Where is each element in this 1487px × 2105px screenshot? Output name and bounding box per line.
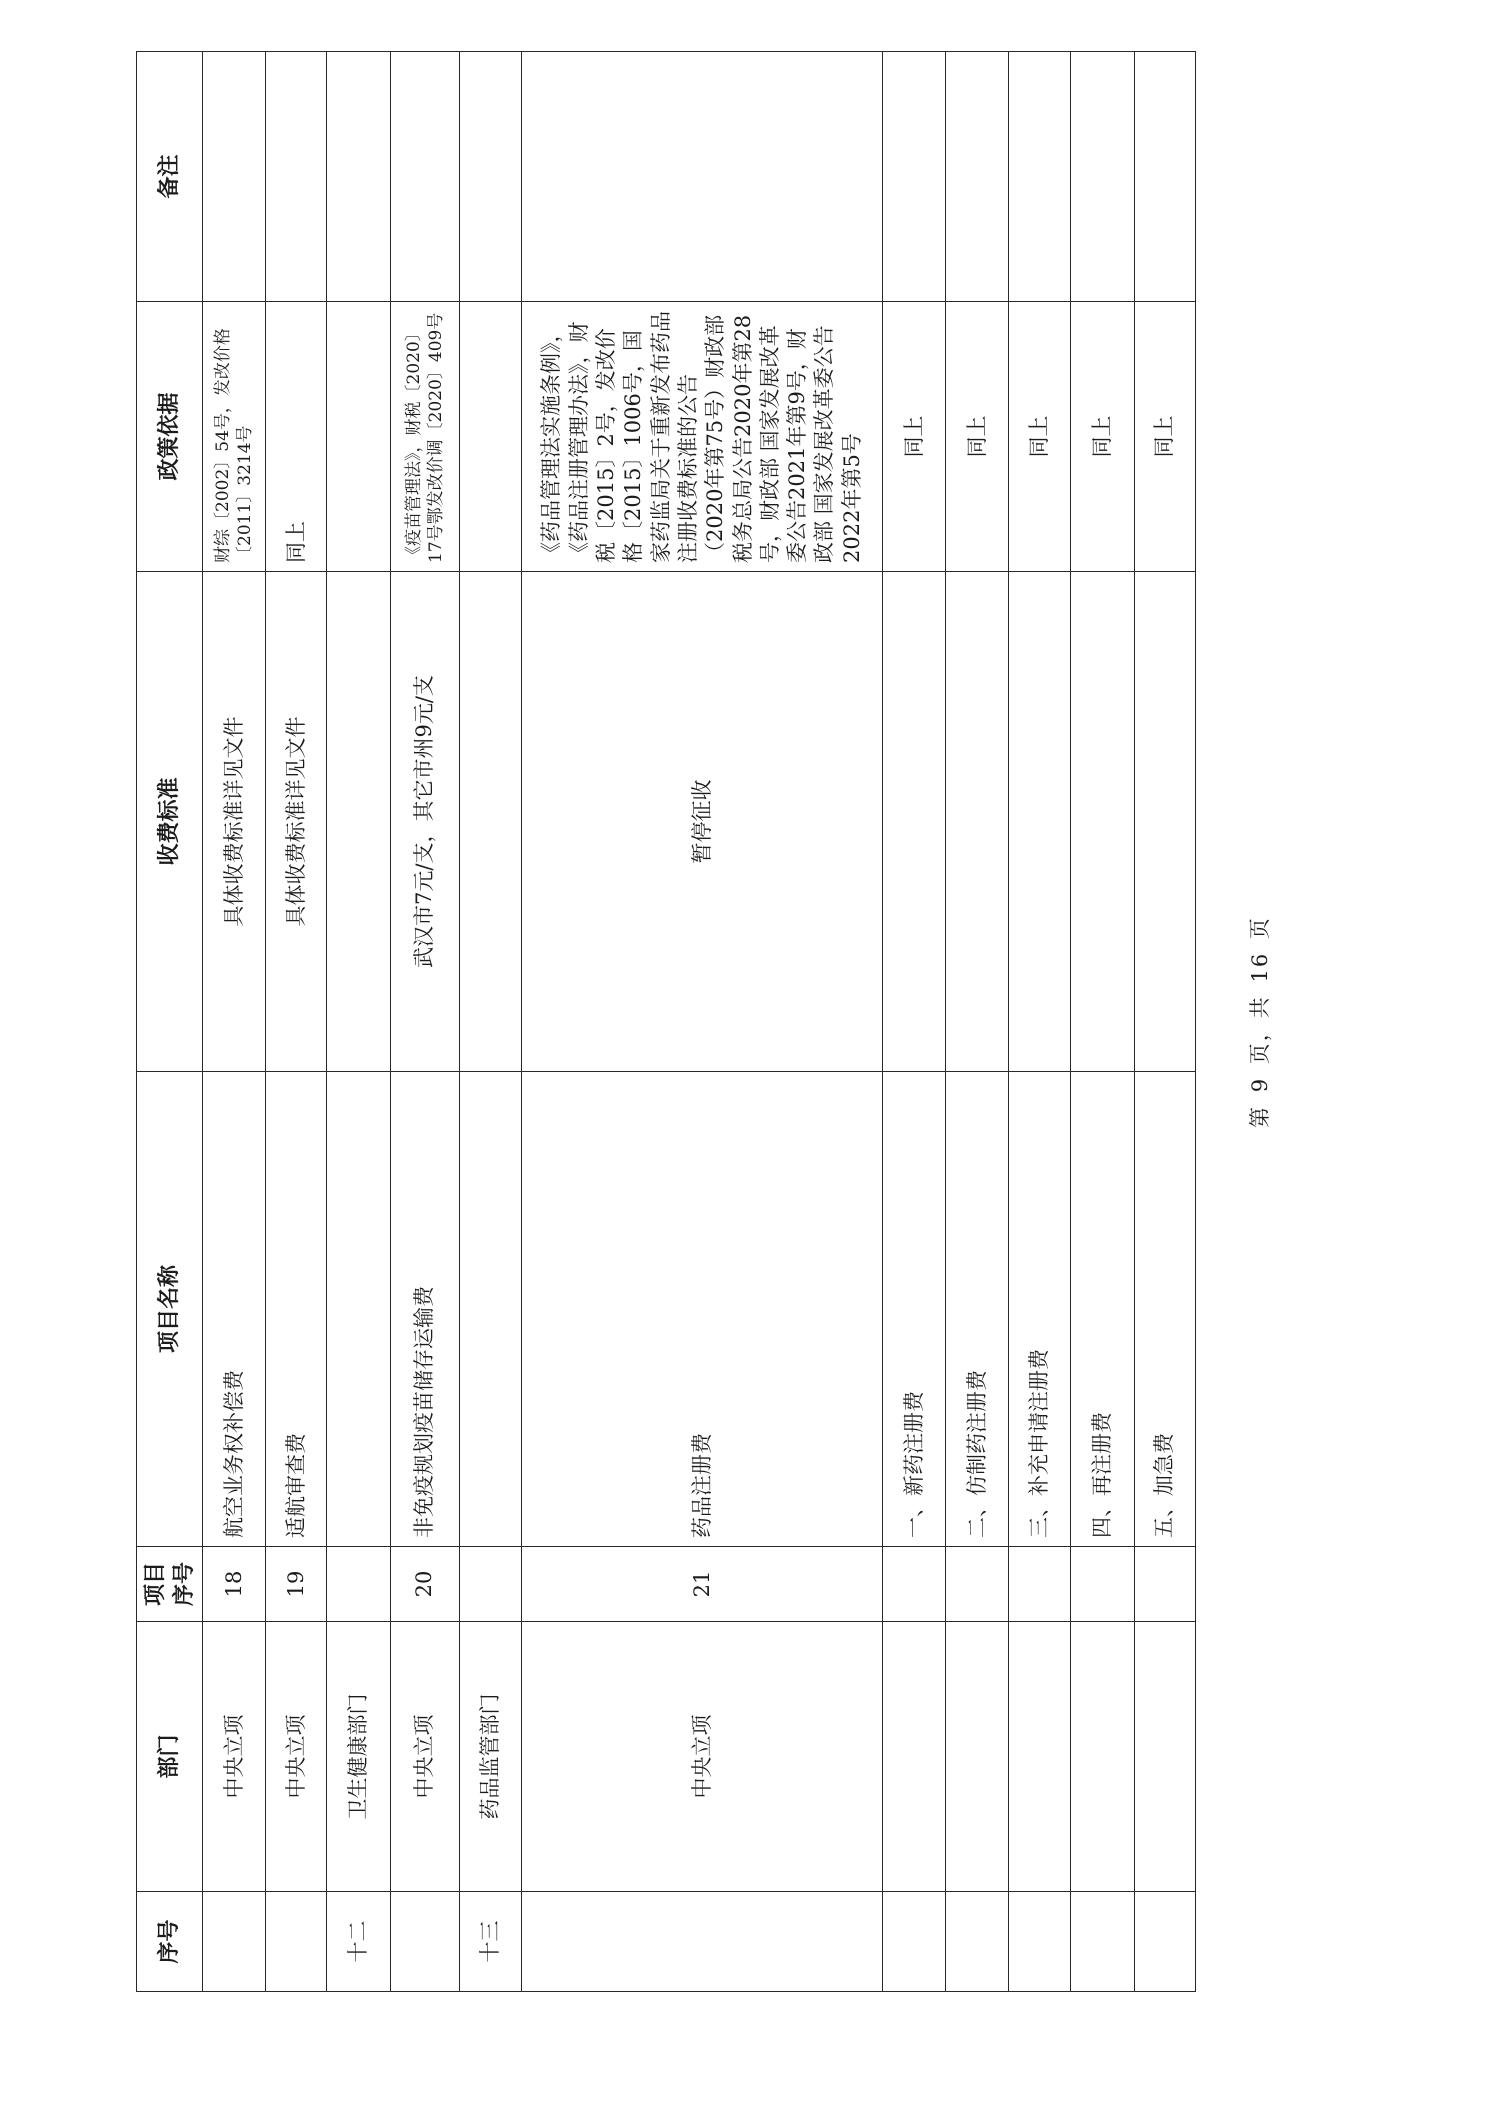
cell-item-name: 三、补充申请注册费 [1009, 1072, 1070, 1547]
cell-policy: 《药品管理法实施条例》，《药品注册管理办法》，财税〔2015〕2号，发改价格〔2015〕1006号，国家药监局关于重新发布药品注册收费标准的公告（2020年第75号）财政部税务总局公告2020年第28号，财政部 国家发展改革委公告2021年第9号，财政部 国家发展改革委公告2022年第5号 [522, 302, 883, 572]
cell-item-no: 20 [390, 1547, 460, 1622]
header-row [137, 52, 203, 1992]
cell-department [883, 1622, 946, 1892]
cell-standard [460, 572, 522, 1072]
section-row [327, 52, 390, 1992]
cell-standard: 具体收费标准详见文件 [266, 572, 327, 1072]
cell-remark [327, 52, 390, 302]
table-row [1009, 52, 1070, 1992]
cell-item-name: 药品注册费 [522, 1072, 883, 1547]
cell-item-no [1134, 1547, 1195, 1622]
table-row [883, 52, 946, 1992]
section-row [460, 52, 522, 1992]
cell-remark [522, 52, 883, 302]
cell-item-no [1009, 1547, 1070, 1622]
cell-policy: 同上 [1009, 302, 1070, 572]
cell-index: 十二 [327, 1892, 390, 1992]
cell-standard [946, 572, 1009, 1072]
cell-policy [460, 302, 522, 572]
cell-index [522, 1892, 883, 1992]
cell-policy: 同上 [1134, 302, 1195, 572]
header-item-no: 项目序号 [137, 1547, 203, 1622]
page-footer [1244, 52, 1274, 1992]
header-standard: 收费标准 [137, 572, 203, 1072]
cell-index [1070, 1892, 1134, 1992]
header-item-name: 项目名称 [137, 1072, 203, 1547]
table-row [203, 52, 266, 1992]
cell-item-name: 五、加急费 [1134, 1072, 1195, 1547]
cell-standard: 暂停征收 [522, 572, 883, 1072]
cell-department: 中央立项 [522, 1622, 883, 1892]
cell-department: 中央立项 [203, 1622, 266, 1892]
cell-department [1009, 1622, 1070, 1892]
header-remark: 备注 [137, 52, 203, 302]
cell-remark [460, 52, 522, 302]
cell-standard [1009, 572, 1070, 1072]
cell-remark [266, 52, 327, 302]
footer-total-pages: 16 [1248, 951, 1272, 983]
table-row [1134, 52, 1195, 1992]
table-row [390, 52, 460, 1992]
cell-item-no [946, 1547, 1009, 1622]
cell-department [946, 1622, 1009, 1892]
cell-standard: 武汉市7元/支，其它市州9元/支 [390, 572, 460, 1072]
cell-item-name: 适航审查费 [266, 1072, 327, 1547]
cell-standard [1134, 572, 1195, 1072]
cell-policy [327, 302, 390, 572]
fee-table [136, 51, 1196, 1992]
cell-standard [1070, 572, 1134, 1072]
table-row [1070, 52, 1134, 1992]
cell-standard [883, 572, 946, 1072]
header-index: 序号 [137, 1892, 203, 1992]
cell-remark [946, 52, 1009, 302]
cell-remark [203, 52, 266, 302]
cell-remark [390, 52, 460, 302]
cell-index [1009, 1892, 1070, 1992]
cell-policy: 同上 [883, 302, 946, 572]
cell-item-name: 四、再注册费 [1070, 1072, 1134, 1547]
cell-index [390, 1892, 460, 1992]
cell-item-no: 21 [522, 1547, 883, 1622]
cell-item-no [460, 1547, 522, 1622]
cell-item-no: 18 [203, 1547, 266, 1622]
cell-department [1070, 1622, 1134, 1892]
cell-remark [883, 52, 946, 302]
footer-middle: 页，共 [1248, 995, 1272, 1065]
cell-item-no [883, 1547, 946, 1622]
cell-item-no [1070, 1547, 1134, 1622]
cell-standard [327, 572, 390, 1072]
cell-item-no: 19 [266, 1547, 327, 1622]
cell-remark [1134, 52, 1195, 302]
cell-department [1134, 1622, 1195, 1892]
cell-index [883, 1892, 946, 1992]
table-row [266, 52, 327, 1992]
cell-policy: 财综〔2002〕54号，发改价格〔2011〕3214号 [203, 302, 266, 572]
header-policy: 政策依据 [137, 302, 203, 572]
rotated-page [136, 52, 1272, 1992]
cell-department: 卫生健康部门 [327, 1622, 390, 1892]
cell-index: 十三 [460, 1892, 522, 1992]
header-department: 部门 [137, 1622, 203, 1892]
cell-item-name: 非免疫规划疫苗储存运输费 [390, 1072, 460, 1547]
cell-index [946, 1892, 1009, 1992]
cell-policy: 同上 [266, 302, 327, 572]
footer-suffix: 页 [1248, 916, 1272, 940]
cell-department: 药品监管部门 [460, 1622, 522, 1892]
cell-item-name: 二、仿制药注册费 [946, 1072, 1009, 1547]
cell-department: 中央立项 [266, 1622, 327, 1892]
cell-index [266, 1892, 327, 1992]
cell-index [203, 1892, 266, 1992]
footer-page-number: 9 [1248, 1076, 1272, 1093]
cell-remark [1009, 52, 1070, 302]
cell-policy: 同上 [946, 302, 1009, 572]
cell-policy: 《疫苗管理法》，财税〔2020〕17号鄂发改价调〔2020〕409号 [390, 302, 460, 572]
table-row [522, 52, 883, 1992]
cell-standard: 具体收费标准详见文件 [203, 572, 266, 1072]
cell-item-name [460, 1072, 522, 1547]
cell-item-no [327, 1547, 390, 1622]
footer-prefix: 第 [1248, 1104, 1272, 1128]
cell-remark [1070, 52, 1134, 302]
cell-item-name [327, 1072, 390, 1547]
cell-department: 中央立项 [390, 1622, 460, 1892]
cell-policy: 同上 [1070, 302, 1134, 572]
cell-item-name: 一、新药注册费 [883, 1072, 946, 1547]
cell-item-name: 航空业务权补偿费 [203, 1072, 266, 1547]
table-row [946, 52, 1009, 1992]
cell-index [1134, 1892, 1195, 1992]
